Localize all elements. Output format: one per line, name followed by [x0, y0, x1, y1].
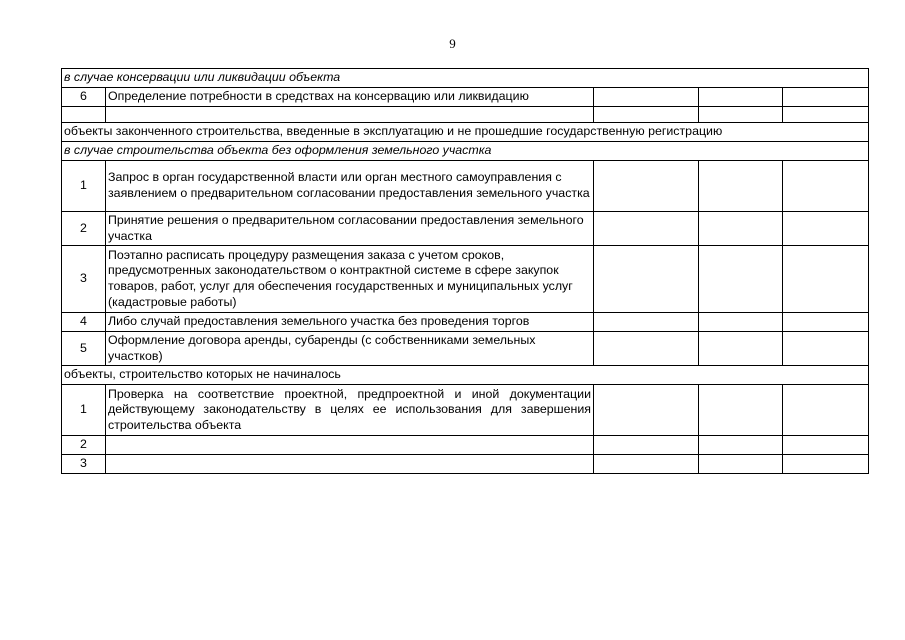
table-row: [62, 385, 869, 436]
responsible-cell: [699, 246, 783, 313]
responsible-cell: [699, 455, 783, 474]
section-row: [62, 142, 869, 161]
task-description: Поэтапно расписать процедуру размещения заказа с учетом сроков, предусмотренных законодательством о контрактной системе в сфере закупок товаров, работ, услуг для обеспечения государственных и муниципальных услуг (кадастровые работы): [106, 246, 594, 313]
responsible-cell: [699, 161, 783, 212]
note-cell: [783, 455, 869, 474]
task-description: Оформление договора аренды, субаренды (с собственниками земельных участков): [106, 332, 594, 366]
table-row: [62, 88, 869, 107]
deadline-cell: [594, 88, 699, 107]
row-number: 6: [62, 88, 106, 107]
row-number: [62, 107, 106, 123]
row-number: 3: [62, 455, 106, 474]
deadline-cell: [594, 385, 699, 436]
page-number: 9: [449, 36, 456, 51]
row-number: 1: [62, 161, 106, 212]
task-description: Принятие решения о предварительном согласовании предоставления земельного участка: [106, 212, 594, 246]
responsible-cell: [699, 107, 783, 123]
table-row: [62, 107, 869, 123]
task-description: Проверка на соответствие проектной, предпроектной и иной документации действующему законодательству в целях ее использования для завершения строительства объекта: [106, 385, 594, 436]
table-row: [62, 313, 869, 332]
table-row: [62, 212, 869, 246]
note-cell: [783, 313, 869, 332]
row-number: 1: [62, 385, 106, 436]
work-schedule-table: [61, 68, 869, 474]
responsible-cell: [699, 212, 783, 246]
table-body: [62, 69, 869, 474]
deadline-cell: [594, 161, 699, 212]
section-row: [62, 123, 869, 142]
note-cell: [783, 212, 869, 246]
table-row: [62, 246, 869, 313]
row-number: 3: [62, 246, 106, 313]
row-number: 2: [62, 436, 106, 455]
task-description: [106, 455, 594, 474]
note-cell: [783, 436, 869, 455]
task-description: Либо случай предоставления земельного участка без проведения торгов: [106, 313, 594, 332]
responsible-cell: [699, 88, 783, 107]
section-heading: в случае строительства объекта без оформления земельного участка: [62, 142, 869, 161]
section-heading: в случае консервации или ликвидации объекта: [62, 69, 869, 88]
section-row: [62, 69, 869, 88]
task-description: Запрос в орган государственной власти или орган местного самоуправления с заявлением о предварительном согласовании предоставления земельного участка: [106, 161, 594, 212]
row-number: 4: [62, 313, 106, 332]
deadline-cell: [594, 212, 699, 246]
deadline-cell: [594, 246, 699, 313]
note-cell: [783, 332, 869, 366]
note-cell: [783, 385, 869, 436]
section-heading: объекты, строительство которых не начиналось: [62, 366, 869, 385]
row-number: 2: [62, 212, 106, 246]
table-row: [62, 332, 869, 366]
responsible-cell: [699, 385, 783, 436]
deadline-cell: [594, 436, 699, 455]
task-description: [106, 436, 594, 455]
deadline-cell: [594, 313, 699, 332]
responsible-cell: [699, 332, 783, 366]
responsible-cell: [699, 436, 783, 455]
table-row: [62, 455, 869, 474]
note-cell: [783, 107, 869, 123]
responsible-cell: [699, 313, 783, 332]
table-row: [62, 436, 869, 455]
task-description: [106, 107, 594, 123]
note-cell: [783, 161, 869, 212]
table-row: [62, 161, 869, 212]
section-row: [62, 366, 869, 385]
note-cell: [783, 88, 869, 107]
deadline-cell: [594, 455, 699, 474]
task-description: Определение потребности в средствах на консервацию или ликвидацию: [106, 88, 594, 107]
deadline-cell: [594, 107, 699, 123]
deadline-cell: [594, 332, 699, 366]
row-number: 5: [62, 332, 106, 366]
section-heading: объекты законченного строительства, введенные в эксплуатацию и не прошедшие государственную регистрацию: [62, 123, 869, 142]
note-cell: [783, 246, 869, 313]
